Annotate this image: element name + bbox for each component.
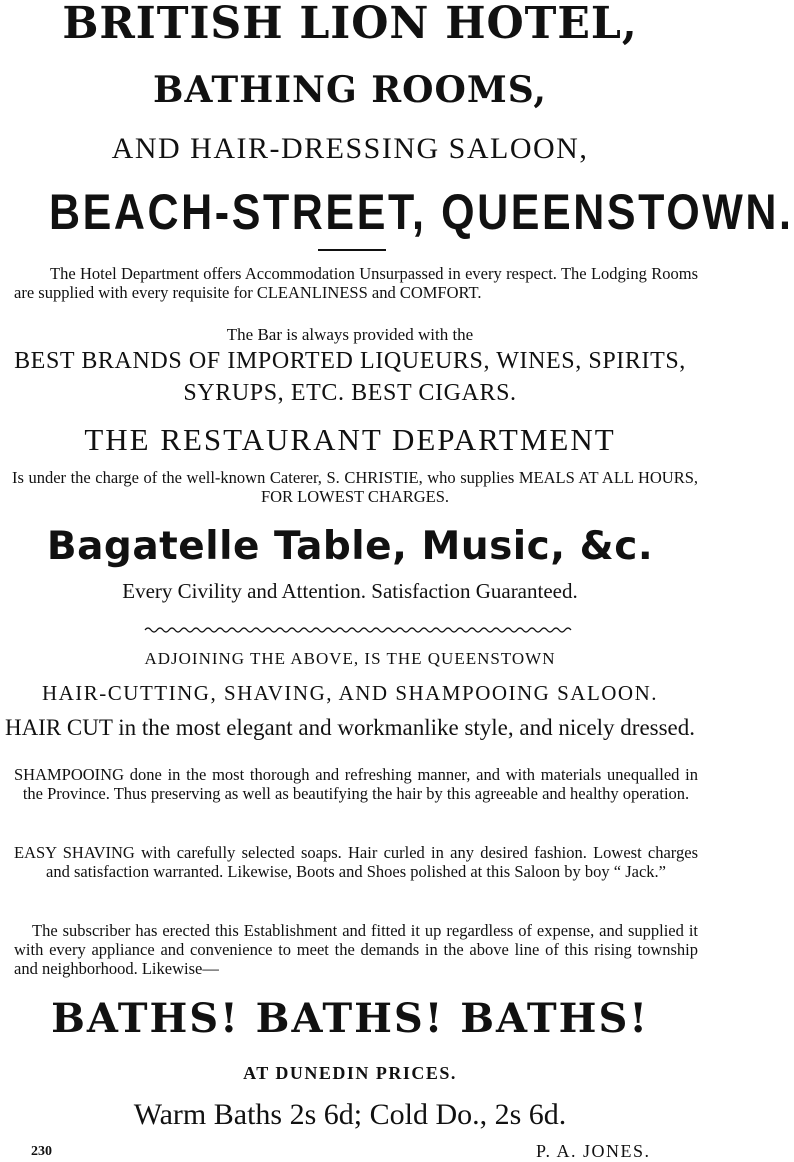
dunedin-prices-line: AT DUNEDIN PRICES.: [243, 1063, 457, 1083]
syrups-line: SYRUPS, ETC. BEST CIGARS.: [183, 380, 517, 406]
address-heading: BEACH-STREET, QUEENSTOWN.: [49, 184, 794, 240]
restaurant-paragraph: Is under the charge of the well-known Caterer, S. CHRISTIE, who supplies MEALS AT ALL HOURS, FOR LOWEST CHARGES.: [12, 468, 698, 506]
brands-line: BEST BRANDS OF IMPORTED LIQUEURS, WINES, SPIRITS,: [14, 348, 686, 374]
subscriber-paragraph: The subscriber has erected this Establishment and fitted it up regardless of expense, and supplied it with every appliance and convenience to meet the demands in the above line of this rising township and neighborhood. Likewise—: [14, 921, 698, 978]
restaurant-heading: THE RESTAURANT DEPARTMENT: [84, 422, 616, 457]
civility-line: Every Civility and Attention. Satisfaction Guaranteed.: [122, 579, 578, 603]
shaving-paragraph: EASY SHAVING with carefully selected soaps. Hair curled in any desired fashion. Lowest charges and satisfaction warranted. Likewise, Boots and Shoes polished at this Saloon by boy “ Jack.”: [14, 843, 698, 881]
signer-name: P. A. JONES.: [536, 1141, 651, 1161]
bar-intro: The Bar is always provided with the: [226, 325, 474, 344]
bath-prices-line: Warm Baths 2s 6d; Cold Do., 2s 6d.: [133, 1098, 567, 1131]
bagatelle-heading: Bagatelle Table, Music, &c.: [46, 524, 654, 569]
baths-heading: BATHS! BATHS! BATHS!: [51, 995, 649, 1042]
divider-rule: [318, 249, 386, 251]
shampooing-paragraph: SHAMPOOING done in the most thorough and refreshing manner, and with materials unequalled in the Province. Thus preserving as well as beautifying the hair by this agreeable and healthy operation.: [14, 765, 698, 803]
hotel-department-paragraph: The Hotel Department offers Accommodation Unsurpassed in every respect. The Lodging Rooms are supplied with every requisite for CLEANLINESS and COMFORT.: [14, 264, 698, 302]
saloon-heading: HAIR-CUTTING, SHAVING, AND SHAMPOOING SALOON.: [41, 681, 659, 705]
adjoining-line: ADJOINING THE ABOVE, IS THE QUEENSTOWN: [144, 649, 556, 668]
hair-saloon-heading: AND HAIR-DRESSING SALOON,: [111, 132, 589, 165]
hotel-name-heading: BRITISH LION HOTEL,: [62, 0, 638, 49]
page-number: 230: [31, 1144, 52, 1159]
haircut-line: HAIR CUT in the most elegant and workmanlike style, and nicely dressed.: [4, 715, 696, 740]
wavy-divider: [145, 626, 575, 634]
bathing-rooms-heading: BATHING ROOMS,: [153, 69, 547, 111]
